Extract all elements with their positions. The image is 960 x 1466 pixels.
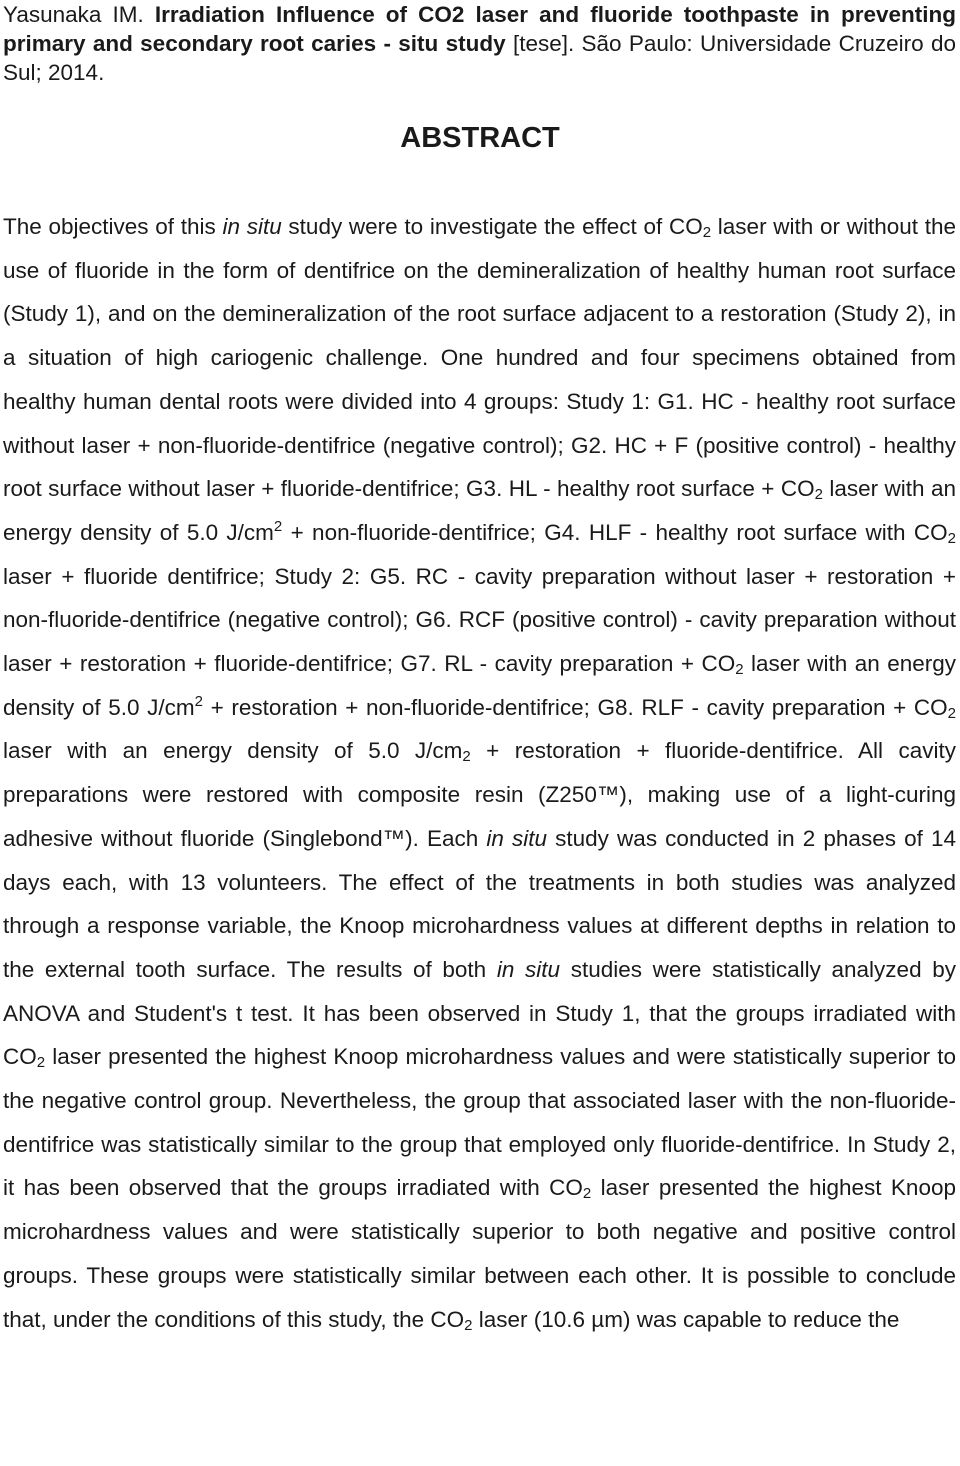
abstract-text: laser presented the highest Knoop microhardness values and were statistically superior to both negative and positive control groups. These groups were statistically similar between each other. It is possible to conclude that, under the conditions of this study, the CO	[3, 1175, 956, 1332]
abstract-text: + restoration + non-fluoride-dentifrice; G8. RLF - cavity preparation + CO	[203, 694, 948, 720]
abstract-text: laser with or without the use of fluoride in the form of dentifrice on the demineralization of healthy human root surface (Study 1), and on the demineralization of the root surface adjacent to a restoration (Study 2), in a situation of high cariogenic challenge. One hundred and four specimens obtained from healthy human dental roots were divided into 4 groups: Study 1: G1. HC - healthy root surface without laser + non-fluoride-dentifrice (negative control); G2. HC + F (positive control) - healthy root surface without laser + fluoride-dentifrice; G3. HL - healthy root surface + CO	[3, 214, 957, 502]
abstract-text: laser with an energy density of 5.0 J/cm	[3, 651, 957, 720]
citation-title: Irradiation Influence of CO2 laser and fluoride toothpaste in preventing primary and secondary root caries - situ study	[3, 2, 956, 56]
citation-author: Yasunaka IM.	[3, 2, 144, 27]
subscript: 2	[464, 1316, 473, 1334]
superscript: 2	[273, 517, 283, 535]
abstract-text: + non-fluoride-dentifrice; G4. HLF - healthy root surface with CO	[282, 519, 948, 545]
subscript: 2	[702, 224, 712, 241]
abstract-emphasis: in situ	[496, 956, 561, 982]
abstract-text: The objectives of this	[3, 214, 223, 239]
abstract-text: study was conducted in 2 phases of 14 days each, with 13 volunteers. The effect of the treatments in both studies was analyzed through a response variable, the Knoop microhardness values at different depths in relation to the external tooth surface. The results of both	[3, 825, 956, 982]
abstract-text: laser + fluoride dentifrice; Study 2: G5. RC - cavity preparation without laser + restoration + non-fluoride-dentifrice (negative control); G6. RCF (positive control) - cavity preparation without laser + restoration + fluoride-dentifrice; G7. RL - cavity preparation + CO	[3, 563, 956, 677]
abstract-text: + restoration + fluoride-dentifrice. All cavity preparations were restored with composite resin (Z250™), making use of a light-curing adhesive without fluoride (Singlebond™). Each	[3, 738, 956, 851]
subscript: 2	[462, 748, 471, 766]
abstract-heading: ABSTRACT	[400, 122, 560, 154]
abstract-text: laser (10.6 µm) was capable to reduce the	[472, 1306, 900, 1332]
abstract-body	[3, 205, 956, 1341]
abstract-text: laser presented the highest Knoop microhardness values and were statistically superior to the negative control group. Nevertheless, the group that associated laser with the non-fluoride-dentifrice was statistically similar to the group that employed only fluoride-dentifrice. In Study 2, it has been observed that the groups irradiated with CO	[3, 1044, 956, 1201]
abstract-text: study were to investigate the effect of CO	[281, 214, 703, 239]
abstract-emphasis: in situ	[486, 825, 548, 851]
abstract-text: laser with an energy density of 5.0 J/cm	[3, 476, 956, 545]
abstract-text: laser with an energy density of 5.0 J/cm	[3, 738, 463, 764]
abstract-emphasis: in situ	[222, 214, 282, 239]
subscript: 2	[582, 1185, 592, 1203]
subscript: 2	[735, 661, 744, 679]
citation	[3, 0, 956, 87]
subscript: 2	[947, 529, 956, 547]
superscript: 2	[194, 692, 203, 710]
citation-source: [tese]. São Paulo: Universidade Cruzeiro do Sul; 2014.	[3, 31, 956, 85]
subscript: 2	[947, 704, 956, 722]
subscript: 2	[36, 1054, 46, 1072]
abstract-text: studies were statistically analyzed by ANOVA and Student's t test. It has been observed in Study 1, that the groups irradiated with CO	[3, 956, 956, 1070]
subscript: 2	[814, 486, 823, 504]
